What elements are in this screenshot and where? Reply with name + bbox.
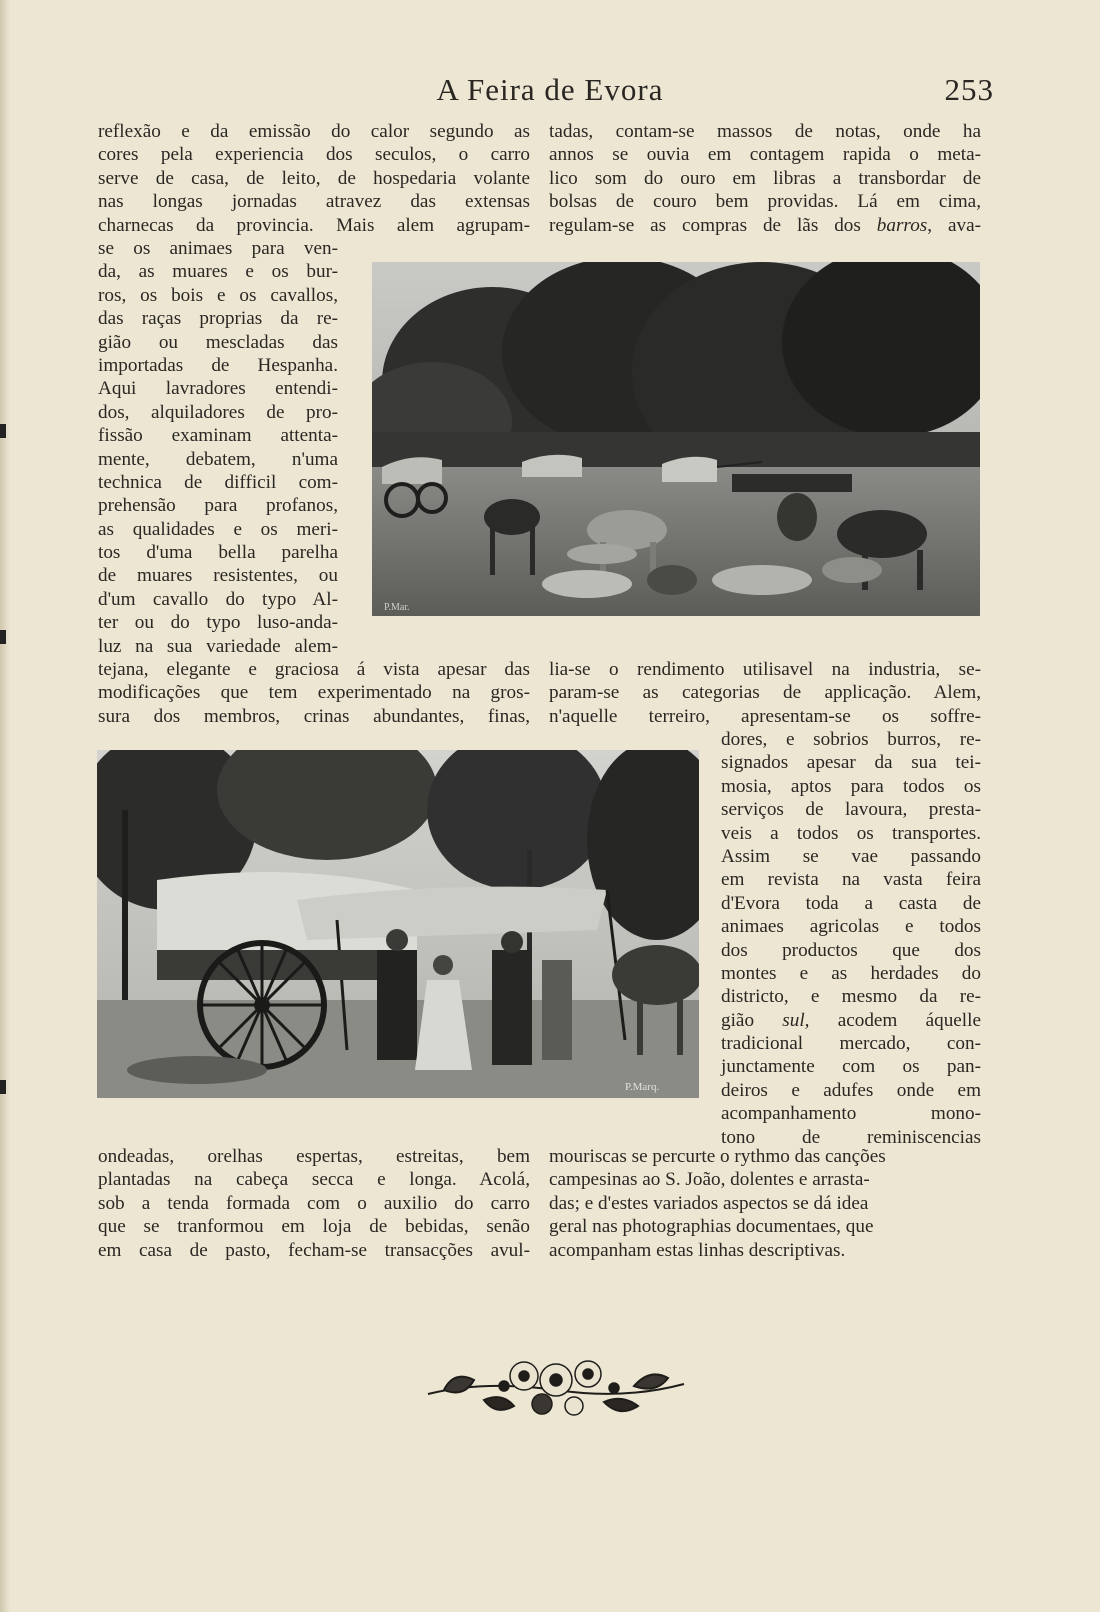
- text-line: importadas de Hespanha.: [98, 354, 338, 376]
- margin-mark: [0, 424, 6, 438]
- text-line: das raças proprias da re-: [98, 308, 338, 330]
- text-line: districto, e mesmo da re-: [721, 986, 981, 1008]
- text-line: annos se ouvia em contagem rapida o meta-: [549, 144, 981, 166]
- text-line: signados apesar da sua tei-: [721, 752, 981, 774]
- text-line: se os animaes para ven-: [98, 238, 338, 259]
- text-line: reflexão e da emissão do calor segundo as: [98, 121, 530, 142]
- text-line: das; e d'estes variados aspectos se dá idea: [549, 1192, 869, 1214]
- text-line: bolsas de couro bem providas. Lá em cima,: [549, 191, 981, 213]
- text-line: sob a tenda formada com o auxilio do carro: [98, 1192, 530, 1214]
- left-column-mid-text: [98, 658, 530, 728]
- right-column-bottom-text: [549, 1145, 981, 1262]
- text-line: campesinas ao S. João, dolentes e arrasta-: [549, 1169, 870, 1191]
- text-line: tejana, elegante e graciosa á vista apesar das: [98, 659, 530, 680]
- text-line: deiros e adufes onde em: [721, 1079, 981, 1101]
- text-line: prehensão para profanos,: [98, 495, 338, 517]
- text-line: mosia, aptos para todos os: [721, 775, 981, 797]
- text-line: d'um cavallo do typo Al-: [98, 588, 338, 610]
- left-column-wrap-text: [98, 237, 338, 658]
- text-line: lico som do ouro em libras a transbordar de: [549, 167, 981, 189]
- text-line: dores, e sobrios burros, re-: [721, 729, 981, 750]
- left-column-top-text: [98, 120, 530, 237]
- text-line: tos d'uma bella parelha: [98, 542, 338, 564]
- page-title: A Feira de Evora: [436, 72, 664, 107]
- text-line: tradicional mercado, con-: [721, 1033, 981, 1055]
- text-line: em casa de pasto, fecham-se transacções avul-: [98, 1239, 530, 1261]
- text-line: modificações que tem experimentado na gros-: [98, 682, 530, 704]
- margin-mark: [0, 630, 6, 644]
- text-line: mente, debatem, n'uma: [98, 448, 338, 470]
- text-line: geral nas photographias documentaes, que: [549, 1216, 874, 1238]
- text-line: serve de casa, de leito, de hospedaria volante: [98, 167, 530, 189]
- text-line: n'aquelle terreiro, apresentam-se os soffre-: [549, 705, 981, 727]
- text-line: veis a todos os transportes.: [721, 822, 981, 844]
- text-line: technica de difficil com-: [98, 471, 338, 493]
- text-line: lia-se o rendimento utilisavel na industria, se-: [549, 659, 981, 680]
- wagon-tent-photo: [97, 750, 699, 1098]
- right-column-wrap-text: [721, 728, 981, 1149]
- text-line: acompanhamento mono-: [721, 1103, 981, 1125]
- text-line: nas longas jornadas atravez das extensas: [98, 191, 530, 213]
- text-line: param-se as categorias de applicação. Alem,: [549, 682, 981, 704]
- margin-mark: [0, 1080, 6, 1094]
- text-line: ter ou do typo luso-anda-: [98, 612, 338, 634]
- text-line: dos, alquiladores de pro-: [98, 401, 338, 423]
- text-line: luz na sua variedade alem-: [98, 635, 338, 657]
- right-column-mid-text: [549, 658, 981, 728]
- text-line: mouriscas se percurte o rythmo das canções: [549, 1146, 886, 1167]
- text-line: da, as muares e os bur-: [98, 261, 338, 283]
- text-line: junctamente com os pan-: [721, 1056, 981, 1078]
- text-line: d'Evora toda a casta de: [721, 892, 981, 914]
- text-line: de muares resistentes, ou: [98, 565, 338, 587]
- floral-ornament: [424, 1350, 688, 1426]
- text-line: fissão examinam attenta-: [98, 425, 338, 447]
- text-line: gião ou mescladas das: [98, 331, 338, 353]
- text-line: Aqui lavradores entendi-: [98, 378, 338, 400]
- top-photo-signature: P.Mar.: [384, 602, 410, 613]
- text-line: que se tranformou em loja de bebidas, senão: [98, 1216, 530, 1238]
- text-line: serviços de lavoura, presta-: [721, 799, 981, 821]
- bottom-photo-signature: P.Marq.: [625, 1081, 660, 1093]
- left-column-bottom-text: [98, 1145, 530, 1262]
- text-line: animaes agricolas e todos: [721, 916, 981, 938]
- text-line: gião sul, acodem áquelle: [721, 1009, 981, 1031]
- page-number: 253: [944, 72, 994, 107]
- text-line: cores pela experiencia dos seculos, o carro: [98, 144, 530, 166]
- text-line: dos productos que dos: [721, 939, 981, 961]
- text-line: em revista na vasta feira: [721, 869, 981, 891]
- text-line: as qualidades e os meri-: [98, 518, 338, 540]
- text-line: acompanham estas linhas descriptivas.: [549, 1239, 846, 1261]
- fair-animals-photo: [372, 262, 980, 616]
- text-line: tadas, contam-se massos de notas, onde ha: [549, 121, 981, 142]
- text-line: tono de reminiscencias: [721, 1126, 981, 1148]
- right-column-top-text: [549, 120, 981, 237]
- page-edge-shadow: [0, 0, 10, 1612]
- text-line: ondeadas, orelhas espertas, estreitas, bem: [98, 1146, 530, 1167]
- text-line: montes e as herdades do: [721, 962, 981, 984]
- text-line: charnecas da provincia. Mais alem agrupam-: [98, 214, 530, 236]
- text-line: regulam-se as compras de lãs dos barros, ava-: [549, 214, 981, 236]
- text-line: Assim se vae passando: [721, 845, 981, 867]
- text-line: sura dos membros, crinas abundantes, finas,: [98, 705, 530, 727]
- text-line: plantadas na cabeça secca e longa. Acolá,: [98, 1169, 530, 1191]
- text-line: ros, os bois e os cavallos,: [98, 284, 338, 306]
